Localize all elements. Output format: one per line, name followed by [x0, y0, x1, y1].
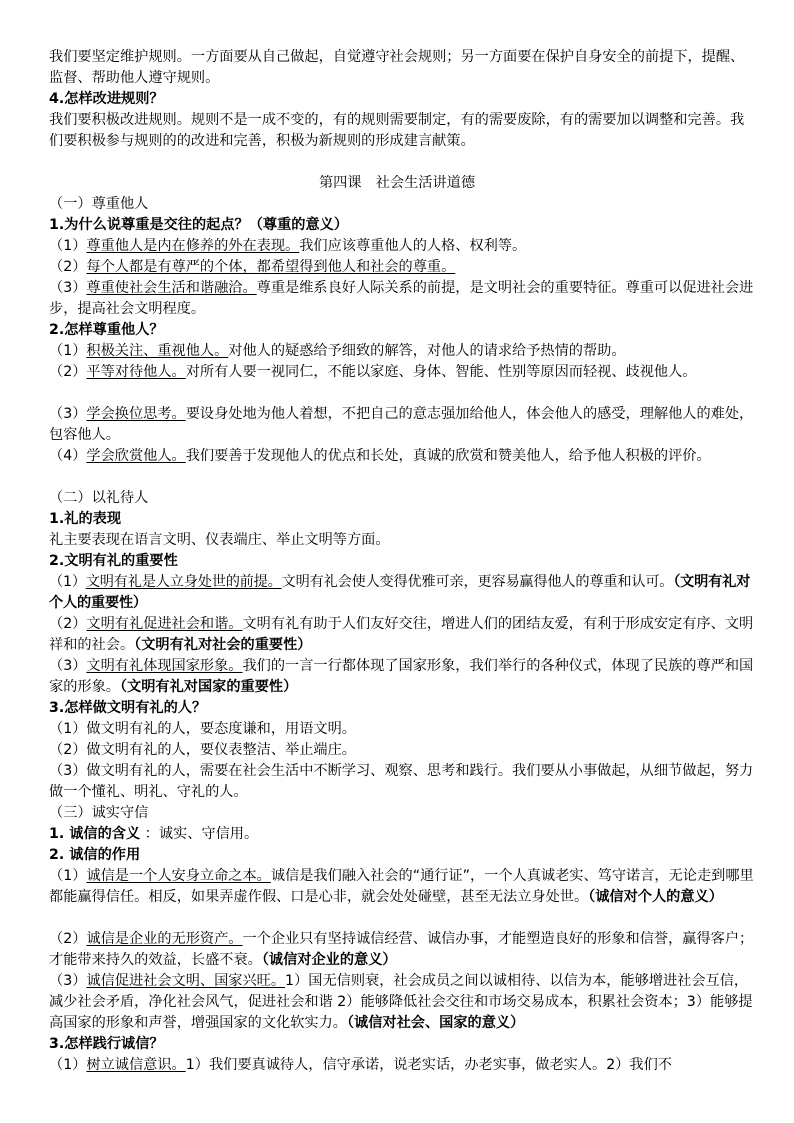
heading-courtesy-importance: 2.文明有礼的重要性 — [49, 553, 178, 569]
paragraph-courtesy-expression: 礼主要表现在语言文明、仪表端庄、举止文明等方面。 — [49, 532, 390, 548]
list-item-how-courteous-3: （3）做文明有礼的人，需要在社会生活中不断学习、观察、思考和践行。我们要从小事做起，从细节做起，努力做一个懂礼、明礼、守礼的人。 — [49, 763, 754, 800]
list-item-how-respect-1: （1）积极关注、重视他人。对他人的疑惑给予细致的解答，对他人的请求给予热情的帮助。 — [49, 343, 626, 359]
list-item-respect-meaning-1: （1）尊重他人是内在修养的外在表现。我们应该尊重他人的人格、权利等。 — [49, 238, 527, 254]
heading-practice-honesty: 3.怎样践行诚信？ — [49, 1036, 164, 1052]
lesson-title: 第四课 社会生活讲道德 — [318, 175, 476, 191]
list-item-respect-meaning-3: （3）尊重使社会生活和谐融洽。尊重是维系良好人际关系的前提，是文明社会的重要特征。尊重可以促进社会进步，提高社会文明程度。 — [49, 280, 754, 317]
list-item-courtesy-importance-1: （1）文明有礼是人立身处世的前提。文明有礼会使人变得优雅可亲，更容易赢得他人的尊重和认可。（文明有礼对个人的重要性） — [49, 574, 751, 611]
list-item-honesty-role-2: （2）诚信是企业的无形资产。一个企业只有坚持诚信经营、诚信办事，才能塑造良好的形象和信誉，赢得客户；才能带来持久的效益，长盛不衰。（诚信对企业的意义） — [49, 931, 754, 968]
heading-courtesy-expression: 1.礼的表现 — [49, 511, 122, 527]
section-respect-title: （一）尊重他人 — [49, 196, 149, 212]
list-item-how-courteous-2: （2）做文明有礼的人，要仪表整洁、举止端庄。 — [49, 742, 356, 758]
heading-why-respect: 1.为什么说尊重是交往的起点？（尊重的意义） — [49, 217, 349, 233]
section-honesty-title: （三）诚实守信 — [49, 805, 149, 821]
list-item-how-courteous-1: （1）做文明有礼的人，要态度谦和，用语文明。 — [49, 721, 356, 737]
list-item-honesty-role-3: （3）诚信促进社会文明、国家兴旺。1）国无信则衰，社会成员之间以诚相待、以信为本，能够增进社会互信，减少社会矛盾，净化社会风气，促进社会和谐 2）能够降低社会交往和市场交易成本，积累社会资本；3）能够提高国家的形象和声誉，增强国家的文化软实力。（诚信对社会、国家的意义） — [49, 973, 753, 1031]
paragraph-uphold-rules: 我们要坚定维护规则。一方面要从自己做起，自觉遵守社会规则；另一方面要在保护自身安全的前提下，提醒、监督、帮助他人遵守规则。 — [49, 49, 745, 86]
list-item-how-respect-2: （2）平等对待他人。对所有人要一视同仁，不能以家庭、身体、智能、性别等原因而轻视、歧视他人。 — [49, 364, 697, 380]
heading-how-respect: 2.怎样尊重他人？ — [49, 322, 164, 338]
honesty-definition: 1. 诚信的含义 ：诚实、守信用。 — [49, 826, 259, 842]
list-item-courtesy-importance-3: （3）文明有礼体现国家形象。我们的一言一行都体现了国家形象，我们举行的各种仪式，体现了民族的尊严和国家的形象。（文明有礼对国家的重要性） — [49, 658, 754, 695]
heading-how-courteous: 3.怎样做文明有礼的人？ — [49, 700, 207, 716]
heading-honesty-role: 2. 诚信的作用 — [49, 847, 141, 863]
list-item-courtesy-importance-2: （2）文明有礼促进社会和谐。文明有礼有助于人们友好交往，增进人们的团结友爱，有利于形成安定有序、文明祥和的社会。（文明有礼对社会的重要性） — [49, 616, 754, 653]
paragraph-improve-rules: 我们要积极改进规则。规则不是一成不变的，有的规则需要制定，有的需要废除，有的需要加以调整和完善。我们要积极参与规则的的改进和完善，积极为新规则的形成建言献策。 — [49, 112, 745, 149]
section-courtesy-title: （二）以礼待人 — [49, 490, 149, 506]
heading-improve-rules: 4.怎样改进规则？ — [49, 91, 164, 107]
list-item-honesty-role-1: （1）诚信是一个人安身立命之本。诚信是我们融入社会的“通行证”，一个人真诚老实、笃守诺言，无论走到哪里都能赢得信任。相反，如果弄虚作假、口是心非，就会处处碰壁，甚至无法立身处世。（诚信对个人的意义） — [49, 868, 754, 905]
list-item-how-respect-4: （4）学会欣赏他人。我们要善于发现他人的优点和长处，真诚的欣赏和赞美他人，给予他人积极的评价。 — [49, 448, 711, 464]
list-item-practice-honesty-1: （1）树立诚信意识。1）我们要真诚待人，信守承诺，说老实话，办老实事，做老实人。2）我们不 — [49, 1057, 672, 1073]
list-item-respect-meaning-2: （2）每个人都是有尊严的个体，都希望得到他人和社会的尊重。 — [49, 259, 456, 275]
list-item-how-respect-3: （3）学会换位思考。要设身处地为他人着想，不把自己的意志强加给他人，体会他人的感受，理解他人的难处，包容他人。 — [49, 406, 754, 443]
